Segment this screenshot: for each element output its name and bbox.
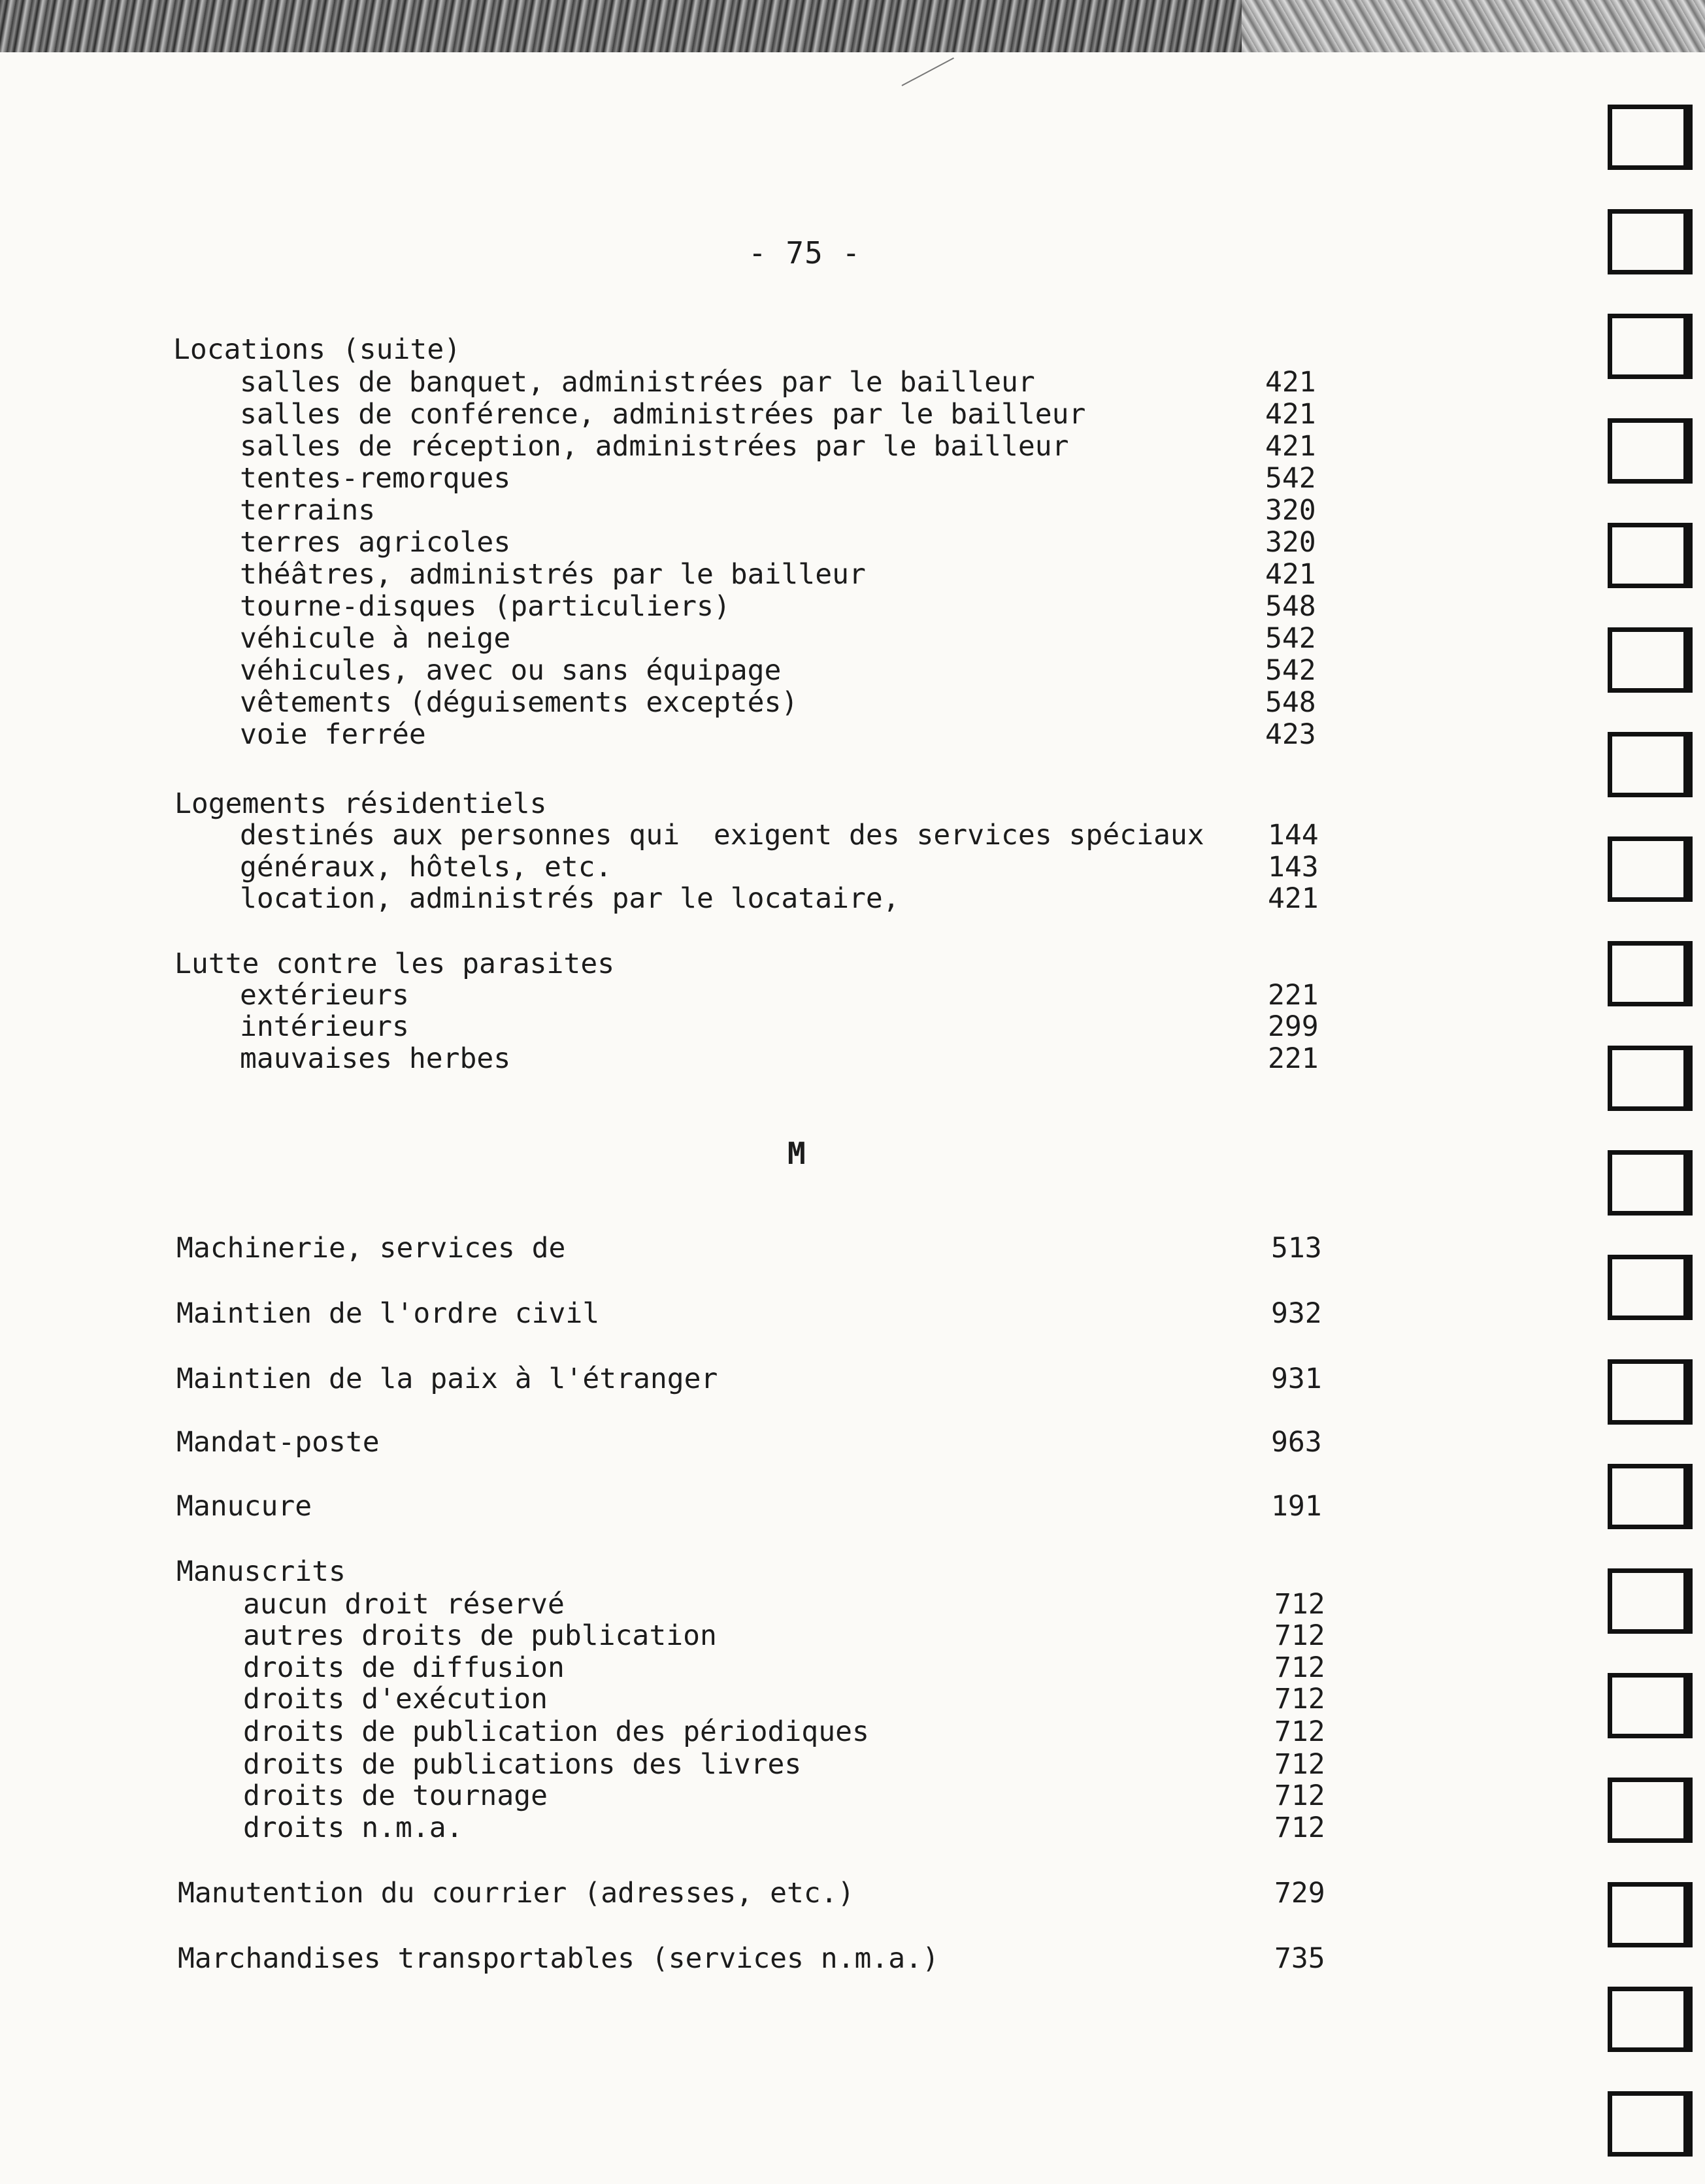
index-entry — [0, 366, 1372, 399]
entry-label: Machinerie, services de — [176, 1232, 566, 1265]
entry-label: généraux, hôtels, etc. — [240, 851, 612, 884]
binding-ring — [1608, 1882, 1693, 1947]
entry-code: 320 — [1265, 494, 1316, 527]
entry-code: 542 — [1265, 462, 1316, 495]
index-entry — [0, 1297, 1372, 1330]
entry-label: tourne-disques (particuliers) — [240, 590, 731, 623]
index-entry — [0, 654, 1372, 687]
entry-code: 712 — [1274, 1779, 1325, 1812]
index-entry — [0, 1619, 1372, 1652]
binding-ring — [1608, 1359, 1693, 1425]
entry-label: théâtres, administrés par le bailleur — [240, 558, 866, 591]
entry-code: 191 — [1271, 1490, 1322, 1523]
section-letter: M — [787, 1136, 806, 1171]
entry-code: 143 — [1268, 851, 1319, 884]
entry-code: 421 — [1265, 366, 1316, 399]
binding-ring — [1608, 1150, 1693, 1216]
entry-code: 542 — [1265, 622, 1316, 655]
entry-code: 729 — [1274, 1877, 1325, 1910]
entry-code: 299 — [1268, 1010, 1319, 1043]
index-entry — [0, 622, 1372, 655]
entry-label: terrains — [240, 494, 376, 527]
entry-code: 542 — [1265, 654, 1316, 687]
entry-label: Logements résidentiels — [174, 787, 547, 820]
index-entry — [0, 1877, 1372, 1910]
entry-label: Maintien de l'ordre civil — [176, 1297, 600, 1330]
entry-code: 712 — [1274, 1588, 1325, 1621]
entry-label: vêtements (déguisements exceptés) — [240, 686, 799, 719]
index-entry — [0, 979, 1372, 1012]
binding-ring — [1608, 105, 1693, 170]
scan-top-edge-light — [1242, 0, 1705, 52]
entry-code: 421 — [1265, 430, 1316, 463]
binding-ring — [1608, 941, 1693, 1006]
entry-label: salles de réception, administrées par le bailleur — [240, 430, 1069, 463]
entry-code: 421 — [1265, 558, 1316, 591]
index-entry — [0, 686, 1372, 719]
entry-label: Marchandises transportables (services n.m.a.) — [178, 1942, 939, 1975]
index-entry — [0, 1363, 1372, 1395]
index-heading — [0, 948, 1372, 980]
index-entry — [0, 1715, 1372, 1748]
index-entry — [0, 430, 1372, 463]
index-entry — [0, 494, 1372, 527]
entry-code: 548 — [1265, 590, 1316, 623]
entry-code: 221 — [1268, 979, 1319, 1012]
index-entry — [0, 1588, 1372, 1621]
entry-label: Manutention du courrier (adresses, etc.) — [178, 1877, 855, 1910]
entry-code: 963 — [1271, 1426, 1322, 1459]
index-entry — [0, 558, 1372, 591]
binding-ring — [1608, 1046, 1693, 1111]
entry-label: Manuscrits — [176, 1555, 346, 1588]
index-heading — [0, 787, 1372, 820]
entry-label: destinés aux personnes qui exigent des services spéciaux — [240, 819, 1204, 852]
page-number: - 75 - — [748, 235, 861, 271]
index-entry — [0, 1426, 1372, 1459]
entry-code: 932 — [1271, 1297, 1322, 1330]
index-entry — [0, 1748, 1372, 1781]
binding-ring — [1608, 1673, 1693, 1738]
entry-label: droits de diffusion — [243, 1651, 565, 1684]
entry-label: tentes-remorques — [240, 462, 511, 495]
entry-label: véhicules, avec ou sans équipage — [240, 654, 782, 687]
entry-label: aucun droit réservé — [243, 1588, 565, 1621]
index-entry — [0, 1812, 1372, 1844]
binding-ring — [1608, 732, 1693, 797]
entry-label: droits n.m.a. — [243, 1812, 463, 1844]
entry-label: Lutte contre les parasites — [174, 948, 615, 980]
entry-label: Maintien de la paix à l'étranger — [176, 1363, 718, 1395]
index-entry — [0, 882, 1372, 915]
entry-label: salles de conférence, administrées par le bailleur — [240, 398, 1086, 431]
entry-label: mauvaises herbes — [240, 1042, 511, 1075]
index-entry — [0, 1942, 1372, 1975]
entry-code: 548 — [1265, 686, 1316, 719]
index-entry — [0, 1232, 1372, 1265]
binding-ring — [1608, 2091, 1693, 2157]
entry-code: 712 — [1274, 1651, 1325, 1684]
binding-ring — [1608, 836, 1693, 902]
binding-ring — [1608, 314, 1693, 379]
entry-code: 712 — [1274, 1619, 1325, 1652]
binding-ring — [1608, 1778, 1693, 1843]
entry-label: droits d'exécution — [243, 1683, 548, 1715]
index-entry — [0, 718, 1372, 751]
entry-code: 421 — [1268, 882, 1319, 915]
index-entry — [0, 1490, 1372, 1523]
entry-code: 423 — [1265, 718, 1316, 751]
entry-code: 712 — [1274, 1683, 1325, 1715]
entry-label: droits de tournage — [243, 1779, 548, 1812]
entry-label: autres droits de publication — [243, 1619, 717, 1652]
index-entry — [0, 819, 1372, 852]
index-entry — [0, 526, 1372, 559]
entry-code: 712 — [1274, 1748, 1325, 1781]
entry-code: 931 — [1271, 1363, 1322, 1395]
entry-label: voie ferrée — [240, 718, 426, 751]
entry-code: 421 — [1265, 398, 1316, 431]
entry-label: terres agricoles — [240, 526, 511, 559]
entry-label: Mandat-poste — [176, 1426, 380, 1459]
index-entry — [0, 398, 1372, 431]
entry-code: 144 — [1268, 819, 1319, 852]
binding-ring — [1608, 523, 1693, 588]
index-entry — [0, 851, 1372, 884]
entry-label: Manucure — [176, 1490, 312, 1523]
index-entry — [0, 1651, 1372, 1684]
index-heading — [0, 333, 1372, 366]
entry-label: extérieurs — [240, 979, 409, 1012]
entry-code: 320 — [1265, 526, 1316, 559]
index-entry — [0, 1042, 1372, 1075]
binding-ring — [1608, 1568, 1693, 1634]
entry-code: 712 — [1274, 1715, 1325, 1748]
entry-code: 735 — [1274, 1942, 1325, 1975]
binding-ring — [1608, 1255, 1693, 1320]
entry-code: 712 — [1274, 1812, 1325, 1844]
entry-label: salles de banquet, administrées par le bailleur — [240, 366, 1035, 399]
index-entry — [0, 590, 1372, 623]
entry-label: Locations (suite) — [173, 333, 461, 366]
entry-label: location, administrés par le locataire, — [240, 882, 900, 915]
index-entry — [0, 1779, 1372, 1812]
entry-code: 221 — [1268, 1042, 1319, 1075]
index-heading — [0, 1555, 1372, 1588]
binding-ring — [1608, 1464, 1693, 1529]
binding-ring — [1608, 209, 1693, 274]
entry-label: intérieurs — [240, 1010, 409, 1043]
entry-code: 513 — [1271, 1232, 1322, 1265]
index-entry — [0, 1010, 1372, 1043]
binding-ring — [1608, 627, 1693, 693]
entry-label: droits de publication des périodiques — [243, 1715, 869, 1748]
pencil-mark — [902, 58, 954, 86]
index-entry — [0, 462, 1372, 495]
binding-ring — [1608, 418, 1693, 484]
entry-label: droits de publications des livres — [243, 1748, 802, 1781]
binding-ring — [1608, 1987, 1693, 2052]
entry-label: véhicule à neige — [240, 622, 511, 655]
index-entry — [0, 1683, 1372, 1715]
spiral-binding — [1595, 105, 1705, 2184]
